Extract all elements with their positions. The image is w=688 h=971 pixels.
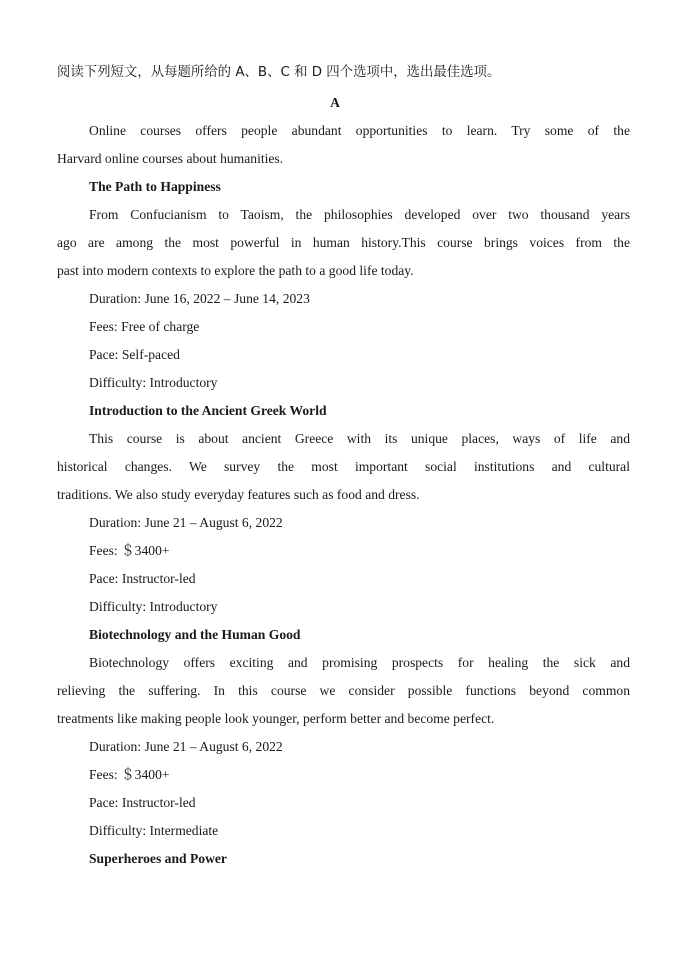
course-desc-line: relieving the suffering. In this course we consider possible functions beyond common [57,683,630,698]
course-fees: Fees: ＄3400+ [89,767,170,782]
course-pace: Pace: Instructor-led [89,795,196,810]
section-heading: A [330,95,340,110]
course-title: Superheroes and Power [89,851,227,866]
course-duration: Duration: June 16, 2022 – June 14, 2023 [89,291,310,306]
course-difficulty: Difficulty: Intermediate [89,823,219,838]
course-fees: Fees: Free of charge [89,319,200,334]
course-difficulty: Difficulty: Introductory [89,599,218,614]
course-desc-line: past into modern contexts to explore the path to a good life today. [57,263,414,278]
course-desc-line: traditions. We also study everyday features such as food and dress. [57,487,420,502]
course-desc-line: This course is about ancient Greece with its unique places, ways of life and [89,431,630,446]
intro-line-1: Online courses offers people abundant opportunities to learn. Try some of the [89,123,630,138]
instruction-text: 阅读下列短文，从每题所给的 A、B、C 和 D 四个选项中，选出最佳选项。 [57,65,501,80]
course-desc-line: treatments like making people look younger, perform better and become perfect. [57,711,495,726]
course-duration: Duration: June 21 – August 6, 2022 [89,739,283,754]
course-difficulty: Difficulty: Introductory [89,375,218,390]
course-pace: Pace: Instructor-led [89,571,196,586]
course-desc-line: Biotechnology offers exciting and promising prospects for healing the sick and [89,655,630,670]
course-title: Biotechnology and the Human Good [89,627,301,642]
course-title: The Path to Happiness [89,179,221,194]
intro-line-2: Harvard online courses about humanities. [57,151,284,166]
course-title: Introduction to the Ancient Greek World [89,403,327,418]
course-pace: Pace: Self-paced [89,347,180,362]
course-duration: Duration: June 21 – August 6, 2022 [89,515,283,530]
course-desc-line: From Confucianism to Taoism, the philosophies developed over two thousand years [89,207,630,222]
course-desc-line: historical changes. We survey the most important social institutions and cultural [57,459,630,474]
course-fees: Fees: ＄3400+ [89,543,170,558]
course-desc-line: ago are among the most powerful in human history.This course brings voices from the [57,235,630,250]
